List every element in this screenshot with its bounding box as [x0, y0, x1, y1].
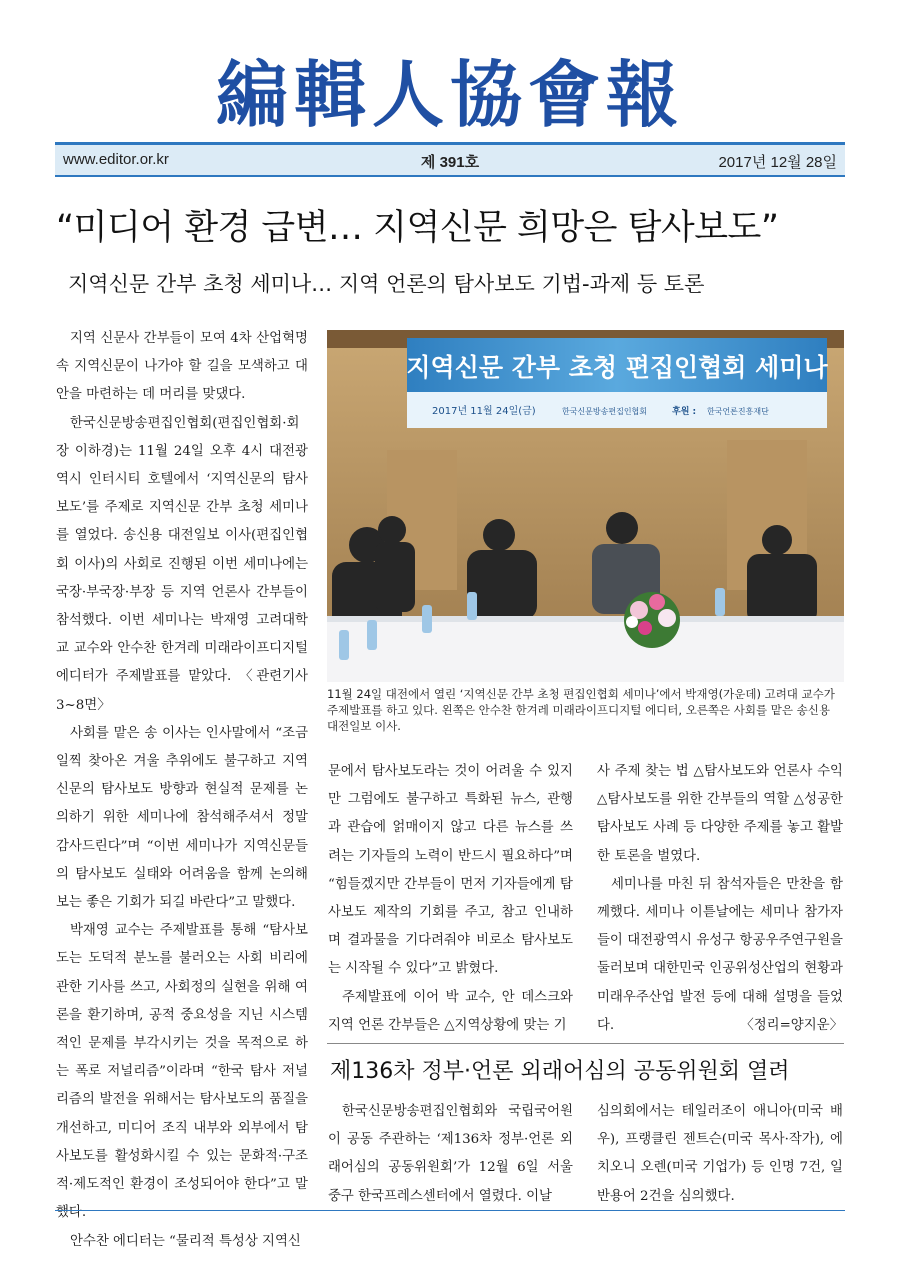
article-headline: “미디어 환경 급변… 지역신문 희망은 탐사보도” — [56, 208, 779, 248]
paragraph: 사회를 맡은 송 이사는 인사말에서 “조금 일찍 찾아온 겨울 추위에도 불구하고 지역신문의 탐사보도 방향과 현실적 문제를 논의하기 위한 세미나에 참석해주셔서 정말 감사드린다”며 “이번 세미나가 지역신문들의 탐사보도 실태와 어려움을 함께 논의해 보는 좋은 기회가 되길 바란다”고 말했다. — [56, 725, 308, 911]
article-subheadline: 지역신문 간부 초청 세미나… 지역 언론의 탐사보도 기법-과제 등 토론 — [68, 272, 705, 296]
paragraph: 한국신문방송편집인협회(편집인협회·회장 이하경)는 11월 24일 오후 4시 대전광역시 인터시티 호텔에서 ‘지역신문의 탐사보도’를 주제로 지역신문 간부 초청 세미나를 열었다. 송신용 대전일보 이사(편집인협회 이사)의 사회로 진행된 이번 세미나에는 국장·부국장·부장 등 지역 언론사 간부들이 참석했다. 이번 세미나는 박재영 고려대학교 교수와 안수찬 한겨레 미래라이프디지털 에디터가 주제발표를 맡았다. 〈관련기사 3~8면〉 — [56, 415, 308, 713]
newspaper-masthead: 編輯人協會報 — [215, 53, 684, 137]
bottom-rule — [55, 1210, 845, 1211]
banner-sponsor: 한국언론진흥재단 — [707, 407, 769, 416]
paragraph: 주제발표에 이어 박 교수, 안 데스크와 지역 언론 간부들은 △지역상황에 맞는 기 — [328, 989, 573, 1033]
flower-arrangement — [624, 592, 680, 648]
article2-column-1 — [328, 1098, 573, 1211]
paragraph-text: 세미나를 마친 뒤 참석자들은 만찬을 함께했다. 세미나 이튿날에는 세미나 참가자들이 대전광역시 유성구 항공우주연구원을 둘러보며 대한민국 인공위성산업의 현황과 미래우주산업 발전 등에 대해 설명을 들었다. — [597, 876, 843, 1033]
seminar-photo — [327, 330, 844, 682]
paragraph: 박재영 교수는 주제발표를 통해 “탐사보도는 도덕적 분노를 불러오는 사회 비리에 관한 기사를 쓰고, 사회정의 실현을 위해 여론을 환기하며, 공적 중요성을 지닌 시스템적인 문제를 부각시키는 것을 목적으로 하는 폭로 저널리즘”이라며 “한국 탐사 저널리즘의 발전을 위해서는 탐사보도의 품질을 개선하고, 미디어 조직 내부와 외부에서 탐사보도를 활성화시킬 수 있는 문화적·구조적·제도적인 환경이 조성되어야 한다”고 말했다. — [56, 923, 308, 1221]
paragraph: 심의회에서는 테일러조이 애니아(미국 배우), 프랭클린 젠트슨(미국 목사·작가), 에치오니 오렌(미국 기업가) 등 인명 7건, 일반용어 2건을 심의했다. — [597, 1104, 843, 1204]
issue-date: 2017년 12월 28일 — [718, 154, 837, 171]
paragraph: 한국신문방송편집인협회와 국립국어원이 공동 주관하는 ‘제136차 정부·언론 외래어심의 공동위원회’가 12월 6일 서울 중구 한국프레스센터에서 열렸다. 이날 — [328, 1104, 573, 1204]
paragraph: 안수찬 에디터는 “물리적 특성상 지역신 — [70, 1233, 301, 1249]
paragraph: 지역 신문사 간부들이 모여 4차 산업혁명 속 지역신문이 나가야 할 길을 모색하고 대안을 마련하는 데 머리를 맞댔다. — [56, 331, 308, 403]
issue-number: 제 391호 — [420, 154, 480, 171]
section-divider — [327, 1043, 844, 1044]
article-column-1 — [56, 325, 308, 1256]
banner-title: 지역신문 간부 초청 편집인협회 세미나 — [406, 353, 828, 382]
paragraph: 사 주제 찾는 법 △탐사보도와 언론사 수익 △탐사보도를 위한 간부들의 역할 △성공한 탐사보도 사례 등 다양한 주제를 놓고 활발한 토론을 벌였다. — [597, 764, 843, 864]
paragraph — [597, 871, 843, 1040]
banner-sponsor-label: 후원 : — [672, 407, 697, 417]
website-url[interactable]: www.editor.or.kr — [63, 151, 169, 168]
seminar-photo-illustration — [327, 330, 844, 682]
article2-headline: 제136차 정부·언론 외래어심의 공동위원회 열려 — [330, 1059, 790, 1084]
banner-date: 2017년 11월 24일(금) — [432, 406, 536, 417]
article2-column-2 — [597, 1098, 843, 1211]
paragraph: 문에서 탐사보도라는 것이 어려울 수 있지만 그럼에도 불구하고 특화된 뉴스, 관행과 관습에 얽매이지 않고 다른 뉴스를 쓰려는 기자들의 노력이 반드시 필요하다”며 “힘들겠지만 간부들이 먼저 기자들에게 탐사보도 제작의 기회를 주고, 참고 인내하며 결과물을 기다려줘야 비로소 탐사보도는 시작될 수 있다”고 밝혔다. — [328, 764, 573, 977]
article-signoff: 〈정리=양지운〉 — [740, 1017, 843, 1033]
photo-caption: 11월 24일 대전에서 열린 ‘지역신문 간부 초청 편집인협회 세미나’에서 박재영(가운데) 고려대 교수가 주제발표를 하고 있다. 왼쪽은 안수찬 한겨레 미래라이프디지털 에디터, 오른쪽은 사회를 맡은 송신용 대전일보 이사. — [327, 687, 835, 733]
article-column-3 — [597, 758, 843, 1040]
article-column-2 — [328, 758, 573, 1040]
issue-info-bar — [55, 142, 845, 177]
banner-org: 한국신문방송편집인협회 — [562, 407, 648, 416]
